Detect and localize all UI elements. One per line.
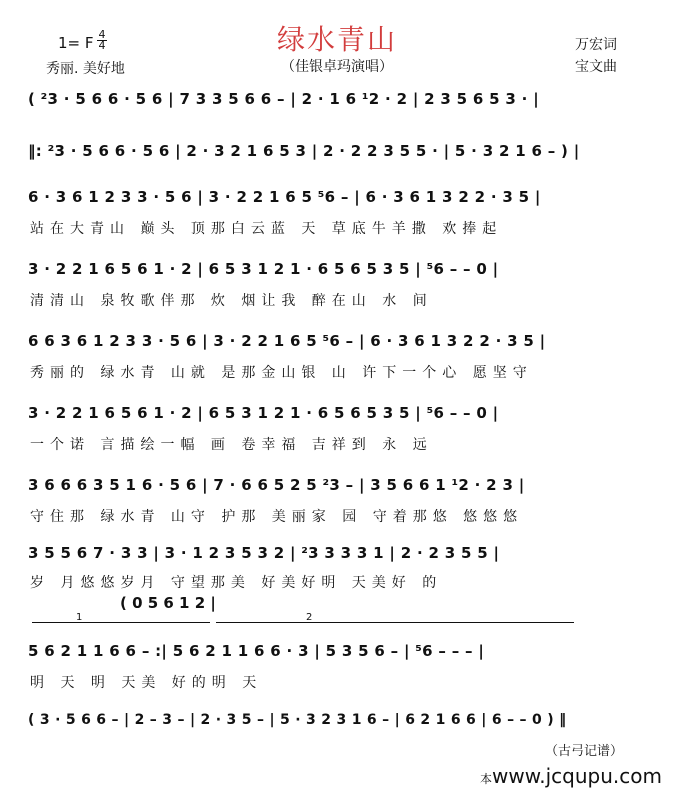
key-signature: 1= F <box>58 34 94 52</box>
interlude-notation: ( 0 5 6 1 2 | <box>120 594 216 612</box>
volta-2-bracket <box>216 622 574 623</box>
lyric-line-1: 站在大青山 巅头 顶那白云蓝 天 草底牛羊撒 欢捧起 <box>30 221 503 237</box>
volta-2-label: 2 <box>306 612 313 623</box>
composer-credit: 宝文曲 <box>575 59 617 75</box>
notation-line-10: ( 3 · 5 6 6 – | 2 – 3 – | 2 · 3 5 – | 5 · 3 2 3 1 6 – | 6 2 1 6 6 | 6 – – 0 ) ‖ <box>28 712 567 728</box>
notation-line-8: 3 5 5 6 7 · 3 3 | 3 · 1 2 3 5 3 2 | ²3 3 3 3 1 | 2 · 2 3 5 5 | <box>28 544 500 562</box>
volta-1-bracket <box>32 622 210 623</box>
lyricist-credit: 万宏词 <box>575 37 617 53</box>
lyric-line-5: 守住那 绿水青 山守 护那 美丽家 园 守着那悠 悠悠悠 <box>30 509 524 525</box>
song-title: 绿水青山 <box>276 23 397 56</box>
time-sig-top: 4 <box>98 28 106 41</box>
notation-line-2: ‖: ²3 · 5 6 6 · 5 6 | 2 · 3 2 1 6 5 3 | 2 · 2 2 3 5 5 · | 5 · 3 2 1 6 – ) | <box>28 142 580 160</box>
time-sig-bottom: 4 <box>98 39 106 52</box>
time-signature <box>97 30 107 51</box>
notation-line-3: 6 · 3 6 1 2 3 3 · 5 6 | 3 · 2 2 1 6 5 ⁵6 – | 6 · 3 6 1 3 2 2 · 3 5 | <box>28 188 541 206</box>
lyric-line-4: 一个诺 言描绘一幅 画 卷幸福 吉祥到 永 远 <box>30 437 433 453</box>
watermark <box>480 764 662 788</box>
expression-marking: 秀丽. 美好地 <box>46 61 125 77</box>
watermark-site: www.jcqupu.com <box>492 764 662 788</box>
notation-line-4: 3 · 2 2 1 6 5 6 1 · 2 | 6 5 3 1 2 1 · 6 5 6 5 3 5 | ⁵6 – – 0 | <box>28 260 499 278</box>
transcriber-credit: （古弓记谱） <box>545 744 624 759</box>
singer-credit: （佳银卓玛演唱） <box>281 59 393 75</box>
notation-line-7: 3 6 6 6 3 5 1 6 · 5 6 | 7 · 6 6 5 2 5 ²3 – | 3 5 6 6 1 ¹2 · 2 3 | <box>28 476 525 494</box>
lyric-line-7: 明 天 明 天美 好的明 天 <box>30 675 263 691</box>
notation-line-5: 6 6 3 6 1 2 3 3 · 5 6 | 3 · 2 2 1 6 5 ⁵6 – | 6 · 3 6 1 3 2 2 · 3 5 | <box>28 332 546 350</box>
lyric-line-3: 秀丽的 绿水青 山就 是那金山银 山 许下一个心 愿坚守 <box>30 365 533 381</box>
lyric-line-2: 清清山 泉牧歌伴那 炊 烟让我 醉在山 水 间 <box>30 293 433 309</box>
notation-line-6: 3 · 2 2 1 6 5 6 1 · 2 | 6 5 3 1 2 1 · 6 5 6 5 3 5 | ⁵6 – – 0 | <box>28 404 499 422</box>
volta-1-label: 1 <box>76 612 83 623</box>
lyric-line-6: 岁 月悠悠岁月 守望那美 好美好明 天美好 的 <box>30 575 443 591</box>
notation-line-1: ( ²3 · 5 6 6 · 5 6 | 7 3 3 5 6 6 – | 2 · 1 6 ¹2 · 2 | 2 3 5 6 5 3 · | <box>28 90 539 108</box>
watermark-prefix: 本 <box>480 772 493 786</box>
notation-line-9: 5 6 2 1 1 6 6 – :| 5 6 2 1 1 6 6 · 3 | 5 3 5 6 – | ⁵6 – – – | <box>28 642 485 660</box>
